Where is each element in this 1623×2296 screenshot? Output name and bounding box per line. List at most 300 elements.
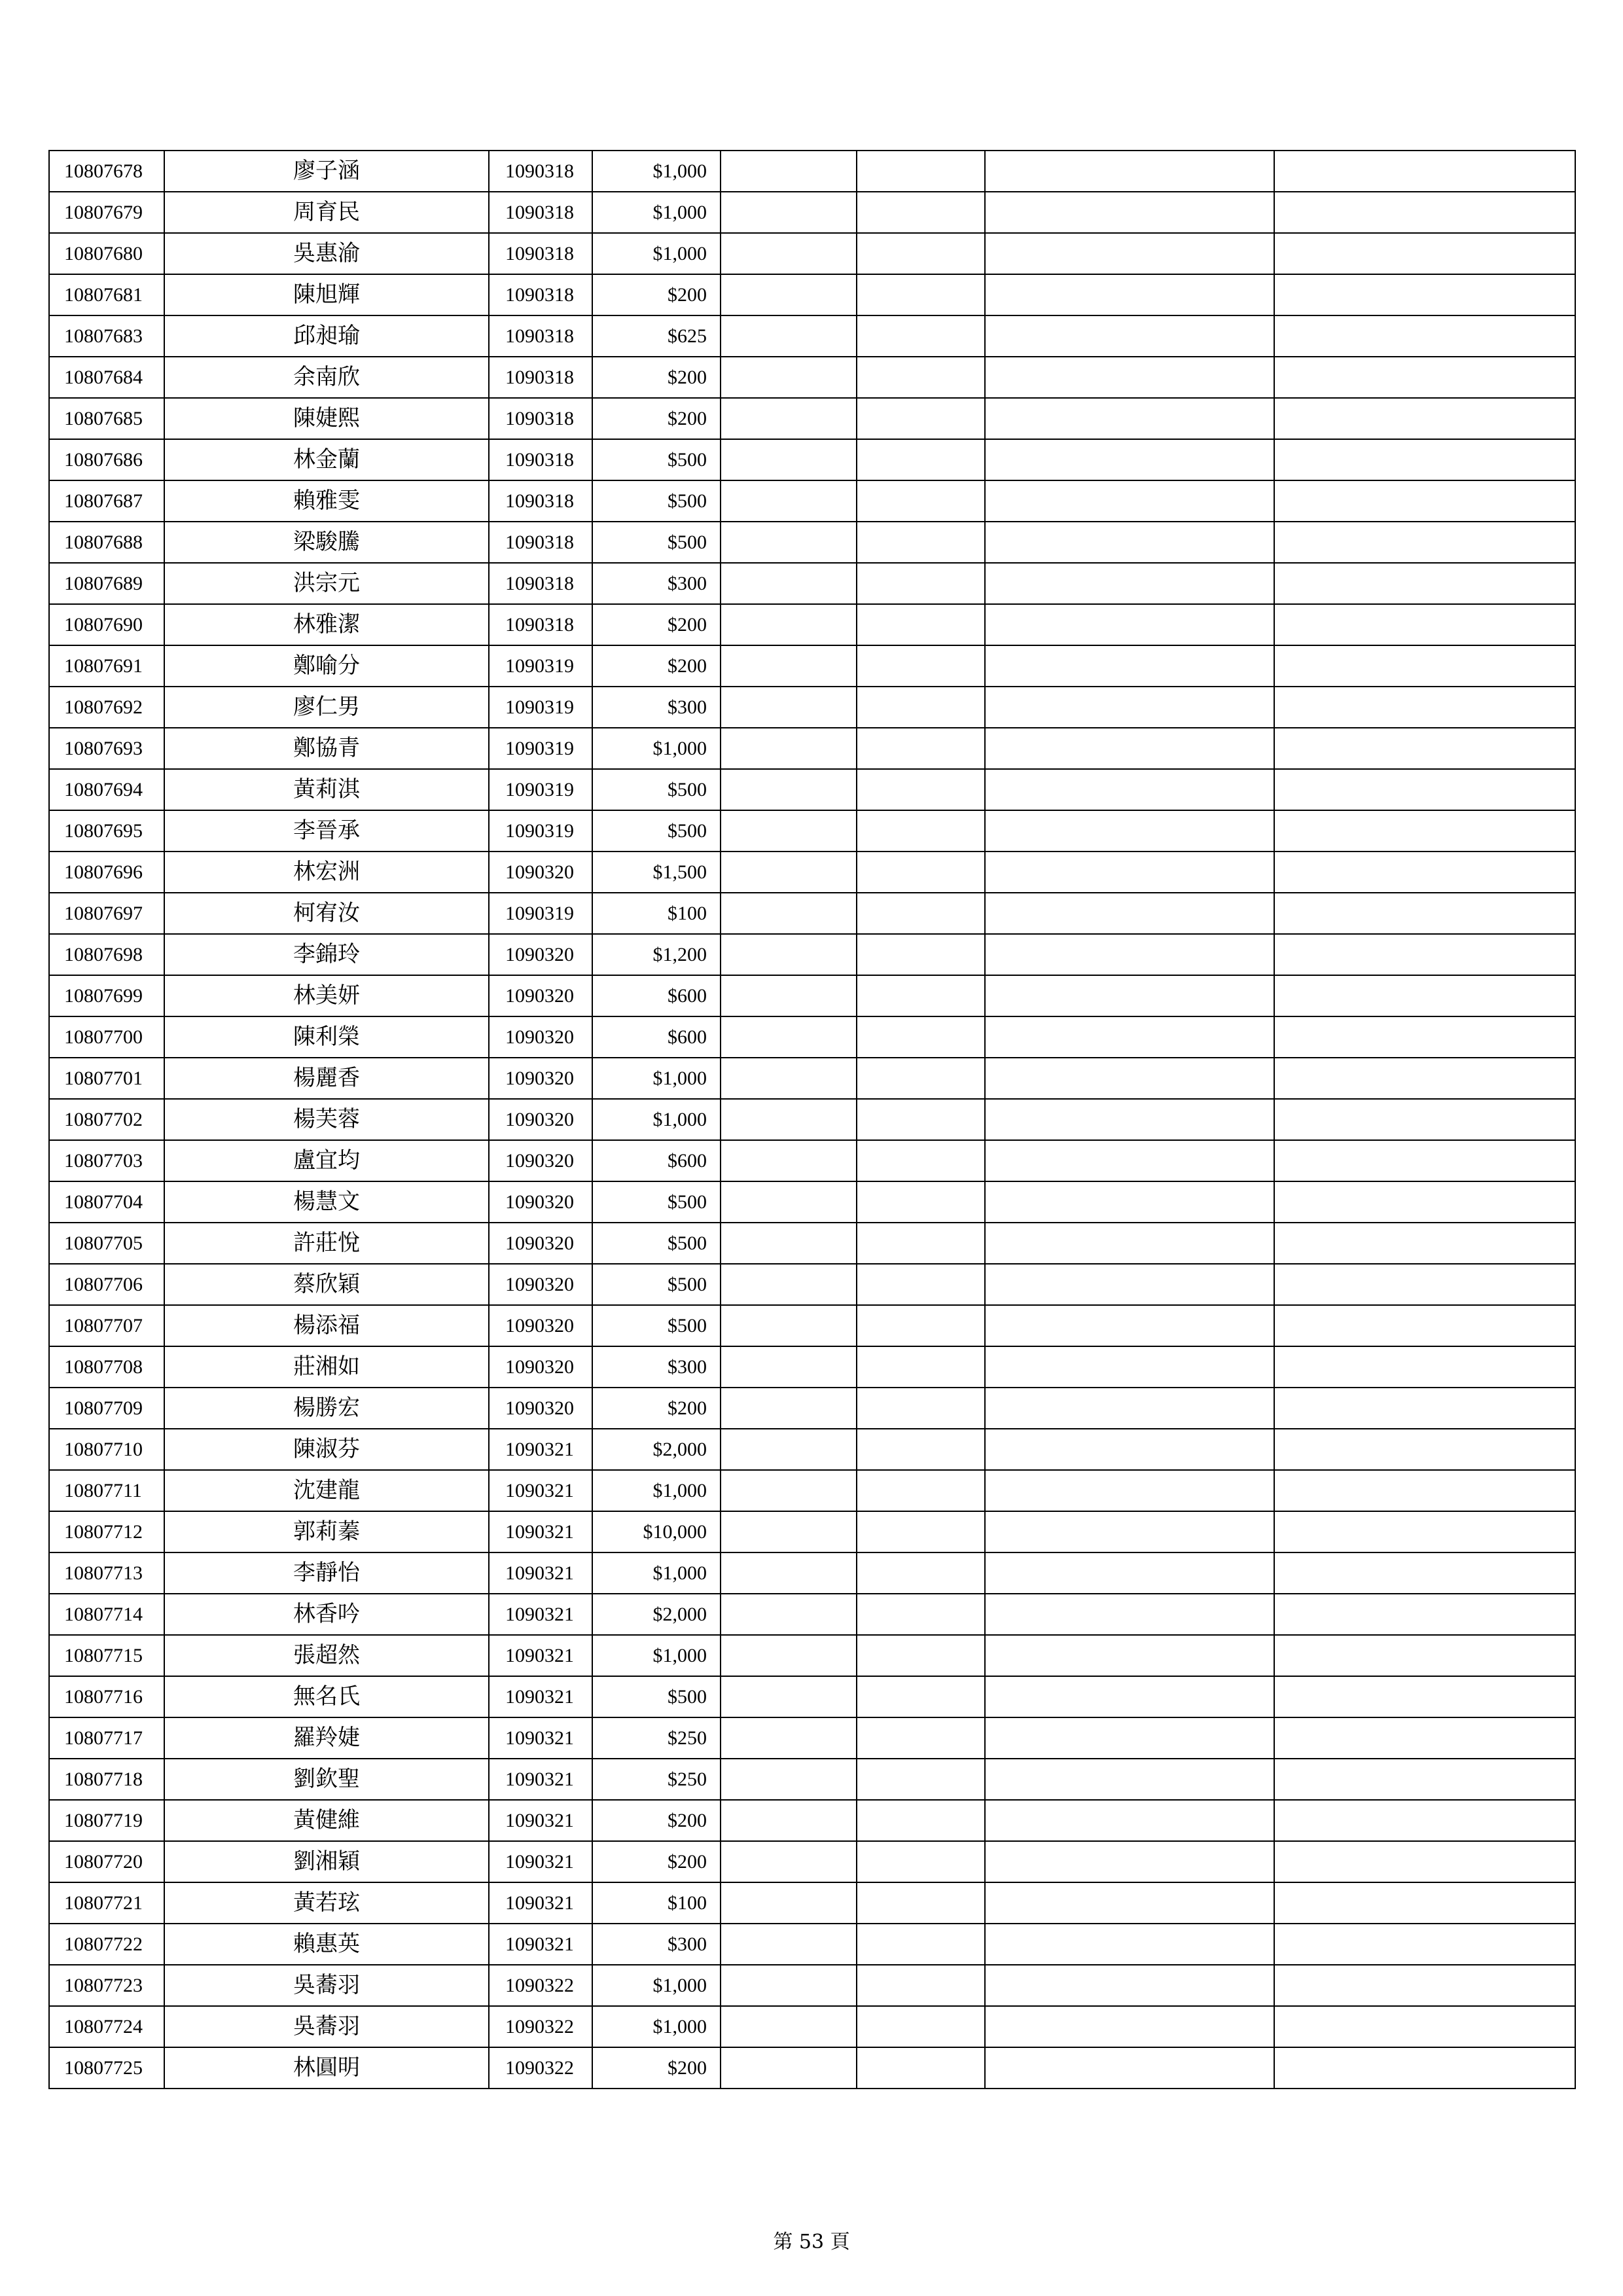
amount-cell: $500 <box>592 522 721 563</box>
table-row <box>49 480 1575 522</box>
blank-cell <box>1274 893 1575 934</box>
table-row <box>49 1511 1575 1552</box>
date-cell: 1090318 <box>489 233 592 274</box>
amount-cell: $500 <box>592 1223 721 1264</box>
receipt-number-cell: 10807723 <box>49 1965 164 2006</box>
blank-cell <box>985 2047 1274 2089</box>
amount-cell: $500 <box>592 769 721 810</box>
blank-cell <box>985 1016 1274 1058</box>
amount-cell: $100 <box>592 893 721 934</box>
blank-cell <box>857 151 985 192</box>
blank-cell <box>721 1140 857 1181</box>
date-cell: 1090318 <box>489 151 592 192</box>
date-cell: 1090322 <box>489 2006 592 2047</box>
date-cell: 1090320 <box>489 1223 592 1264</box>
amount-cell: $1,000 <box>592 1965 721 2006</box>
blank-cell <box>857 2047 985 2089</box>
amount-cell: $2,000 <box>592 1429 721 1470</box>
blank-cell <box>985 1965 1274 2006</box>
receipt-number-cell: 10807712 <box>49 1511 164 1552</box>
blank-cell <box>721 1965 857 2006</box>
donor-name-cell: 林香吟 <box>164 1594 489 1635</box>
receipt-number-cell: 10807707 <box>49 1305 164 1346</box>
blank-cell <box>857 1223 985 1264</box>
amount-cell: $500 <box>592 1676 721 1717</box>
blank-cell <box>1274 1346 1575 1388</box>
blank-cell <box>721 2006 857 2047</box>
blank-cell <box>721 1181 857 1223</box>
blank-cell <box>1274 1470 1575 1511</box>
date-cell: 1090321 <box>489 1552 592 1594</box>
receipt-number-cell: 10807710 <box>49 1429 164 1470</box>
amount-cell: $1,000 <box>592 1470 721 1511</box>
amount-cell: $200 <box>592 604 721 645</box>
donor-name-cell: 鄭協青 <box>164 728 489 769</box>
blank-cell <box>985 1594 1274 1635</box>
amount-cell: $200 <box>592 1388 721 1429</box>
blank-cell <box>1274 975 1575 1016</box>
table-row <box>49 274 1575 315</box>
blank-cell <box>985 233 1274 274</box>
blank-cell <box>721 975 857 1016</box>
blank-cell <box>721 357 857 398</box>
amount-cell: $500 <box>592 1264 721 1305</box>
blank-cell <box>857 563 985 604</box>
amount-cell: $1,000 <box>592 1099 721 1140</box>
table-row <box>49 604 1575 645</box>
donor-name-cell: 鄭喻分 <box>164 645 489 687</box>
donor-name-cell: 林圓明 <box>164 2047 489 2089</box>
receipt-number-cell: 10807701 <box>49 1058 164 1099</box>
donor-name-cell: 劉湘穎 <box>164 1841 489 1882</box>
amount-cell: $250 <box>592 1759 721 1800</box>
table-row <box>49 1965 1575 2006</box>
blank-cell <box>857 1511 985 1552</box>
table-row <box>49 769 1575 810</box>
donor-name-cell: 許莊悅 <box>164 1223 489 1264</box>
blank-cell <box>1274 233 1575 274</box>
blank-cell <box>857 810 985 852</box>
blank-cell <box>1274 522 1575 563</box>
blank-cell <box>721 1800 857 1841</box>
date-cell: 1090321 <box>489 1717 592 1759</box>
date-cell: 1090322 <box>489 2047 592 2089</box>
blank-cell <box>721 274 857 315</box>
blank-cell <box>985 357 1274 398</box>
blank-cell <box>1274 728 1575 769</box>
blank-cell <box>1274 1388 1575 1429</box>
receipt-number-cell: 10807705 <box>49 1223 164 1264</box>
blank-cell <box>857 398 985 439</box>
blank-cell <box>985 687 1274 728</box>
blank-cell <box>857 687 985 728</box>
amount-cell: $1,000 <box>592 1058 721 1099</box>
amount-cell: $2,000 <box>592 1594 721 1635</box>
blank-cell <box>721 1099 857 1140</box>
table-row <box>49 1223 1575 1264</box>
receipt-number-cell: 10807702 <box>49 1099 164 1140</box>
amount-cell: $300 <box>592 563 721 604</box>
blank-cell <box>721 192 857 233</box>
blank-cell <box>857 357 985 398</box>
blank-cell <box>857 1429 985 1470</box>
blank-cell <box>857 1388 985 1429</box>
date-cell: 1090321 <box>489 1429 592 1470</box>
date-cell: 1090321 <box>489 1470 592 1511</box>
blank-cell <box>985 1676 1274 1717</box>
blank-cell <box>857 192 985 233</box>
blank-cell <box>721 1676 857 1717</box>
amount-cell: $1,000 <box>592 151 721 192</box>
blank-cell <box>985 1099 1274 1140</box>
blank-cell <box>857 274 985 315</box>
receipt-number-cell: 10807711 <box>49 1470 164 1511</box>
receipt-number-cell: 10807716 <box>49 1676 164 1717</box>
blank-cell <box>721 645 857 687</box>
blank-cell <box>721 1388 857 1429</box>
table-row <box>49 893 1575 934</box>
blank-cell <box>721 315 857 357</box>
blank-cell <box>1274 687 1575 728</box>
donor-name-cell: 楊麗香 <box>164 1058 489 1099</box>
table-row <box>49 192 1575 233</box>
date-cell: 1090318 <box>489 563 592 604</box>
date-cell: 1090321 <box>489 1882 592 1924</box>
table-row <box>49 1470 1575 1511</box>
date-cell: 1090318 <box>489 480 592 522</box>
table-row <box>49 1552 1575 1594</box>
blank-cell <box>857 645 985 687</box>
donor-name-cell: 劉欽聖 <box>164 1759 489 1800</box>
blank-cell <box>857 893 985 934</box>
blank-cell <box>985 315 1274 357</box>
receipt-number-cell: 10807691 <box>49 645 164 687</box>
donor-name-cell: 洪宗元 <box>164 563 489 604</box>
blank-cell <box>1274 810 1575 852</box>
donor-name-cell: 梁駿騰 <box>164 522 489 563</box>
blank-cell <box>1274 1800 1575 1841</box>
blank-cell <box>1274 357 1575 398</box>
donor-name-cell: 柯宥汝 <box>164 893 489 934</box>
blank-cell <box>721 1717 857 1759</box>
blank-cell <box>985 728 1274 769</box>
blank-cell <box>1274 1264 1575 1305</box>
blank-cell <box>857 480 985 522</box>
receipt-number-cell: 10807720 <box>49 1841 164 1882</box>
blank-cell <box>857 1181 985 1223</box>
donor-name-cell: 李錦玲 <box>164 934 489 975</box>
blank-cell <box>721 1924 857 1965</box>
date-cell: 1090318 <box>489 439 592 480</box>
blank-cell <box>1274 192 1575 233</box>
blank-cell <box>1274 563 1575 604</box>
date-cell: 1090319 <box>489 810 592 852</box>
receipt-number-cell: 10807717 <box>49 1717 164 1759</box>
table-row <box>49 1264 1575 1305</box>
blank-cell <box>1274 1099 1575 1140</box>
receipt-number-cell: 10807692 <box>49 687 164 728</box>
receipt-number-cell: 10807695 <box>49 810 164 852</box>
blank-cell <box>857 1882 985 1924</box>
receipt-number-cell: 10807699 <box>49 975 164 1016</box>
donor-name-cell: 莊湘如 <box>164 1346 489 1388</box>
receipt-number-cell: 10807696 <box>49 852 164 893</box>
blank-cell <box>857 1965 985 2006</box>
blank-cell <box>985 604 1274 645</box>
donor-name-cell: 黃健維 <box>164 1800 489 1841</box>
blank-cell <box>857 604 985 645</box>
table-row <box>49 1882 1575 1924</box>
receipt-number-cell: 10807713 <box>49 1552 164 1594</box>
donor-name-cell: 廖子涵 <box>164 151 489 192</box>
amount-cell: $625 <box>592 315 721 357</box>
blank-cell <box>857 1594 985 1635</box>
table-row <box>49 1388 1575 1429</box>
donor-name-cell: 陳淑芬 <box>164 1429 489 1470</box>
donor-name-cell: 李靜怡 <box>164 1552 489 1594</box>
blank-cell <box>985 151 1274 192</box>
blank-cell <box>857 728 985 769</box>
table-row <box>49 2047 1575 2089</box>
date-cell: 1090320 <box>489 1058 592 1099</box>
blank-cell <box>1274 1676 1575 1717</box>
blank-cell <box>857 1346 985 1388</box>
donor-name-cell: 陳利榮 <box>164 1016 489 1058</box>
receipt-number-cell: 10807679 <box>49 192 164 233</box>
blank-cell <box>721 1264 857 1305</box>
receipt-number-cell: 10807680 <box>49 233 164 274</box>
date-cell: 1090320 <box>489 1388 592 1429</box>
date-cell: 1090320 <box>489 1305 592 1346</box>
date-cell: 1090321 <box>489 1800 592 1841</box>
donor-name-cell: 沈建龍 <box>164 1470 489 1511</box>
amount-cell: $200 <box>592 1841 721 1882</box>
receipt-number-cell: 10807681 <box>49 274 164 315</box>
amount-cell: $300 <box>592 687 721 728</box>
blank-cell <box>721 1511 857 1552</box>
table-row <box>49 934 1575 975</box>
table-row <box>49 1058 1575 1099</box>
table-row <box>49 563 1575 604</box>
blank-cell <box>1274 1305 1575 1346</box>
blank-cell <box>721 769 857 810</box>
date-cell: 1090319 <box>489 645 592 687</box>
date-cell: 1090321 <box>489 1841 592 1882</box>
blank-cell <box>985 522 1274 563</box>
blank-cell <box>721 1305 857 1346</box>
blank-cell <box>985 398 1274 439</box>
blank-cell <box>857 233 985 274</box>
amount-cell: $1,000 <box>592 1552 721 1594</box>
blank-cell <box>1274 934 1575 975</box>
date-cell: 1090320 <box>489 1016 592 1058</box>
amount-cell: $200 <box>592 274 721 315</box>
blank-cell <box>985 1511 1274 1552</box>
table-row <box>49 522 1575 563</box>
amount-cell: $300 <box>592 1924 721 1965</box>
receipt-number-cell: 10807687 <box>49 480 164 522</box>
blank-cell <box>985 1717 1274 1759</box>
table-row <box>49 728 1575 769</box>
amount-cell: $1,000 <box>592 1635 721 1676</box>
blank-cell <box>721 522 857 563</box>
amount-cell: $500 <box>592 810 721 852</box>
table-row <box>49 1924 1575 1965</box>
table-row <box>49 1305 1575 1346</box>
receipt-number-cell: 10807690 <box>49 604 164 645</box>
blank-cell <box>857 1841 985 1882</box>
receipt-number-cell: 10807724 <box>49 2006 164 2047</box>
amount-cell: $200 <box>592 357 721 398</box>
donor-name-cell: 林雅潔 <box>164 604 489 645</box>
table-row <box>49 1181 1575 1223</box>
blank-cell <box>721 852 857 893</box>
blank-cell <box>857 975 985 1016</box>
donor-name-cell: 楊芙蓉 <box>164 1099 489 1140</box>
date-cell: 1090320 <box>489 1181 592 1223</box>
receipt-number-cell: 10807718 <box>49 1759 164 1800</box>
date-cell: 1090320 <box>489 934 592 975</box>
blank-cell <box>1274 769 1575 810</box>
blank-cell <box>721 893 857 934</box>
blank-cell <box>985 1429 1274 1470</box>
receipt-number-cell: 10807725 <box>49 2047 164 2089</box>
blank-cell <box>857 1264 985 1305</box>
blank-cell <box>1274 151 1575 192</box>
receipt-number-cell: 10807697 <box>49 893 164 934</box>
blank-cell <box>721 1635 857 1676</box>
receipt-number-cell: 10807715 <box>49 1635 164 1676</box>
blank-cell <box>721 480 857 522</box>
table-row <box>49 687 1575 728</box>
amount-cell: $200 <box>592 645 721 687</box>
receipt-number-cell: 10807721 <box>49 1882 164 1924</box>
date-cell: 1090320 <box>489 1264 592 1305</box>
table-row <box>49 645 1575 687</box>
donor-name-cell: 蔡欣穎 <box>164 1264 489 1305</box>
table-row <box>49 1759 1575 1800</box>
date-cell: 1090318 <box>489 398 592 439</box>
blank-cell <box>1274 2047 1575 2089</box>
blank-cell <box>1274 1511 1575 1552</box>
blank-cell <box>857 1635 985 1676</box>
blank-cell <box>721 1759 857 1800</box>
blank-cell <box>721 563 857 604</box>
blank-cell <box>1274 1594 1575 1635</box>
table-row <box>49 1346 1575 1388</box>
blank-cell <box>721 233 857 274</box>
amount-cell: $1,200 <box>592 934 721 975</box>
blank-cell <box>985 1470 1274 1511</box>
receipt-number-cell: 10807686 <box>49 439 164 480</box>
table-row <box>49 398 1575 439</box>
date-cell: 1090320 <box>489 852 592 893</box>
blank-cell <box>1274 604 1575 645</box>
blank-cell <box>857 1717 985 1759</box>
amount-cell: $500 <box>592 480 721 522</box>
blank-cell <box>1274 315 1575 357</box>
blank-cell <box>721 1841 857 1882</box>
blank-cell <box>857 1099 985 1140</box>
blank-cell <box>857 1016 985 1058</box>
table-row <box>49 1429 1575 1470</box>
blank-cell <box>721 2047 857 2089</box>
donor-name-cell: 周育民 <box>164 192 489 233</box>
blank-cell <box>857 522 985 563</box>
blank-cell <box>985 975 1274 1016</box>
blank-cell <box>985 645 1274 687</box>
table-row <box>49 975 1575 1016</box>
receipt-number-cell: 10807689 <box>49 563 164 604</box>
blank-cell <box>857 1552 985 1594</box>
blank-cell <box>1274 1058 1575 1099</box>
date-cell: 1090319 <box>489 728 592 769</box>
amount-cell: $200 <box>592 2047 721 2089</box>
amount-cell: $10,000 <box>592 1511 721 1552</box>
date-cell: 1090321 <box>489 1924 592 1965</box>
receipt-number-cell: 10807698 <box>49 934 164 975</box>
blank-cell <box>1274 1223 1575 1264</box>
table-row <box>49 1635 1575 1676</box>
blank-cell <box>857 852 985 893</box>
blank-cell <box>857 1470 985 1511</box>
blank-cell <box>857 1800 985 1841</box>
donor-name-cell: 余南欣 <box>164 357 489 398</box>
date-cell: 1090318 <box>489 192 592 233</box>
table-row <box>49 233 1575 274</box>
amount-cell: $1,000 <box>592 192 721 233</box>
blank-cell <box>985 192 1274 233</box>
blank-cell <box>985 1388 1274 1429</box>
blank-cell <box>857 769 985 810</box>
date-cell: 1090322 <box>489 1965 592 2006</box>
blank-cell <box>721 1346 857 1388</box>
donation-ledger-table <box>48 150 1576 2089</box>
donor-name-cell: 賴雅雯 <box>164 480 489 522</box>
amount-cell: $600 <box>592 1016 721 1058</box>
table-row <box>49 1800 1575 1841</box>
blank-cell <box>1274 1759 1575 1800</box>
donor-name-cell: 林宏洲 <box>164 852 489 893</box>
blank-cell <box>1274 645 1575 687</box>
donor-name-cell: 賴惠英 <box>164 1924 489 1965</box>
donor-name-cell: 陳婕熙 <box>164 398 489 439</box>
blank-cell <box>1274 1965 1575 2006</box>
blank-cell <box>985 1635 1274 1676</box>
blank-cell <box>1274 1140 1575 1181</box>
blank-cell <box>721 1429 857 1470</box>
blank-cell <box>721 398 857 439</box>
blank-cell <box>985 2006 1274 2047</box>
donor-name-cell: 楊勝宏 <box>164 1388 489 1429</box>
blank-cell <box>1274 1552 1575 1594</box>
donor-name-cell: 羅羚婕 <box>164 1717 489 1759</box>
amount-cell: $1,000 <box>592 233 721 274</box>
blank-cell <box>721 1223 857 1264</box>
blank-cell <box>1274 398 1575 439</box>
date-cell: 1090321 <box>489 1635 592 1676</box>
blank-cell <box>985 1759 1274 1800</box>
amount-cell: $1,500 <box>592 852 721 893</box>
amount-cell: $1,000 <box>592 728 721 769</box>
blank-cell <box>721 1058 857 1099</box>
receipt-number-cell: 10807709 <box>49 1388 164 1429</box>
blank-cell <box>857 1759 985 1800</box>
blank-cell <box>985 274 1274 315</box>
donor-name-cell: 廖仁男 <box>164 687 489 728</box>
blank-cell <box>985 1346 1274 1388</box>
blank-cell <box>721 810 857 852</box>
